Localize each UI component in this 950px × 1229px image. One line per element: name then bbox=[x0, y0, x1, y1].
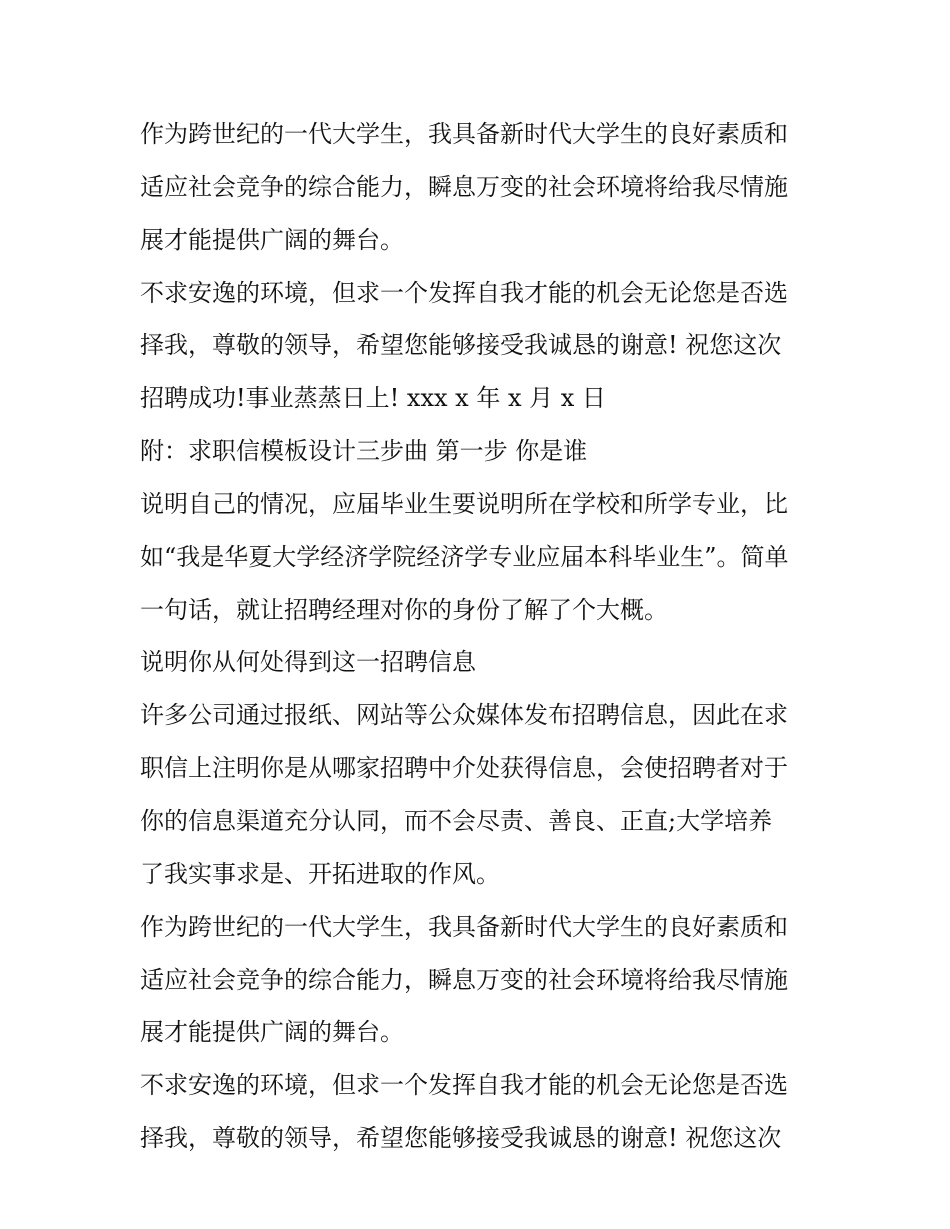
text-line: 职信上注明你是从哪家招聘中介处获得信息，会使招聘者对于 bbox=[140, 754, 788, 783]
text-line: 招聘成功!事业蒸蒸日上! xxx x 年 x 月 x 日 bbox=[140, 384, 606, 413]
text-line: 择我，尊敬的领导，希望您能够接受我诚恳的谢意! 祝您这次 bbox=[140, 1124, 782, 1153]
text-line: 作为跨世纪的一代大学生，我具备新时代大学生的良好素质和 bbox=[140, 120, 788, 148]
text-line: 许多公司通过报纸、网站等公众媒体发布招聘信息，因此在求 bbox=[140, 701, 788, 730]
text-line: 如“我是华夏大学经济学院经济学专业应届本科毕业生”。简单 bbox=[140, 542, 789, 571]
text-line: 不求安逸的环境，但求一个发挥自我才能的机会无论您是否选 bbox=[140, 1071, 788, 1100]
text-line: 择我，尊敬的领导，希望您能够接受我诚恳的谢意! 祝您这次 bbox=[140, 331, 782, 360]
text-line: 作为跨世纪的一代大学生，我具备新时代大学生的良好素质和 bbox=[140, 912, 788, 941]
text-line: 适应社会竞争的综合能力，瞬息万变的社会环境将给我尽情施 bbox=[140, 965, 788, 994]
text-line: 附：求职信模板设计三步曲 第一步 你是谁 bbox=[140, 437, 588, 466]
text-line: 了我实事求是、开拓进取的作风。 bbox=[140, 859, 500, 888]
document-body bbox=[140, 108, 820, 1165]
text-line: 一句话，就让招聘经理对你的身份了解了个大概。 bbox=[140, 595, 668, 624]
text-line: 说明自己的情况，应届毕业生要说明所在学校和所学专业，比 bbox=[140, 489, 788, 518]
text-line: 适应社会竞争的综合能力，瞬息万变的社会环境将给我尽情施 bbox=[140, 172, 788, 201]
text-line: 说明你从何处得到这一招聘信息 bbox=[140, 648, 476, 677]
text-line: 你的信息渠道充分认同，而不会尽责、善良、正直;大学培养 bbox=[140, 806, 773, 835]
text-line: 展才能提供广阔的舞台。 bbox=[140, 225, 404, 254]
text-line: 展才能提供广阔的舞台。 bbox=[140, 1018, 404, 1047]
text-line: 不求安逸的环境，但求一个发挥自我才能的机会无论您是否选 bbox=[140, 278, 788, 307]
